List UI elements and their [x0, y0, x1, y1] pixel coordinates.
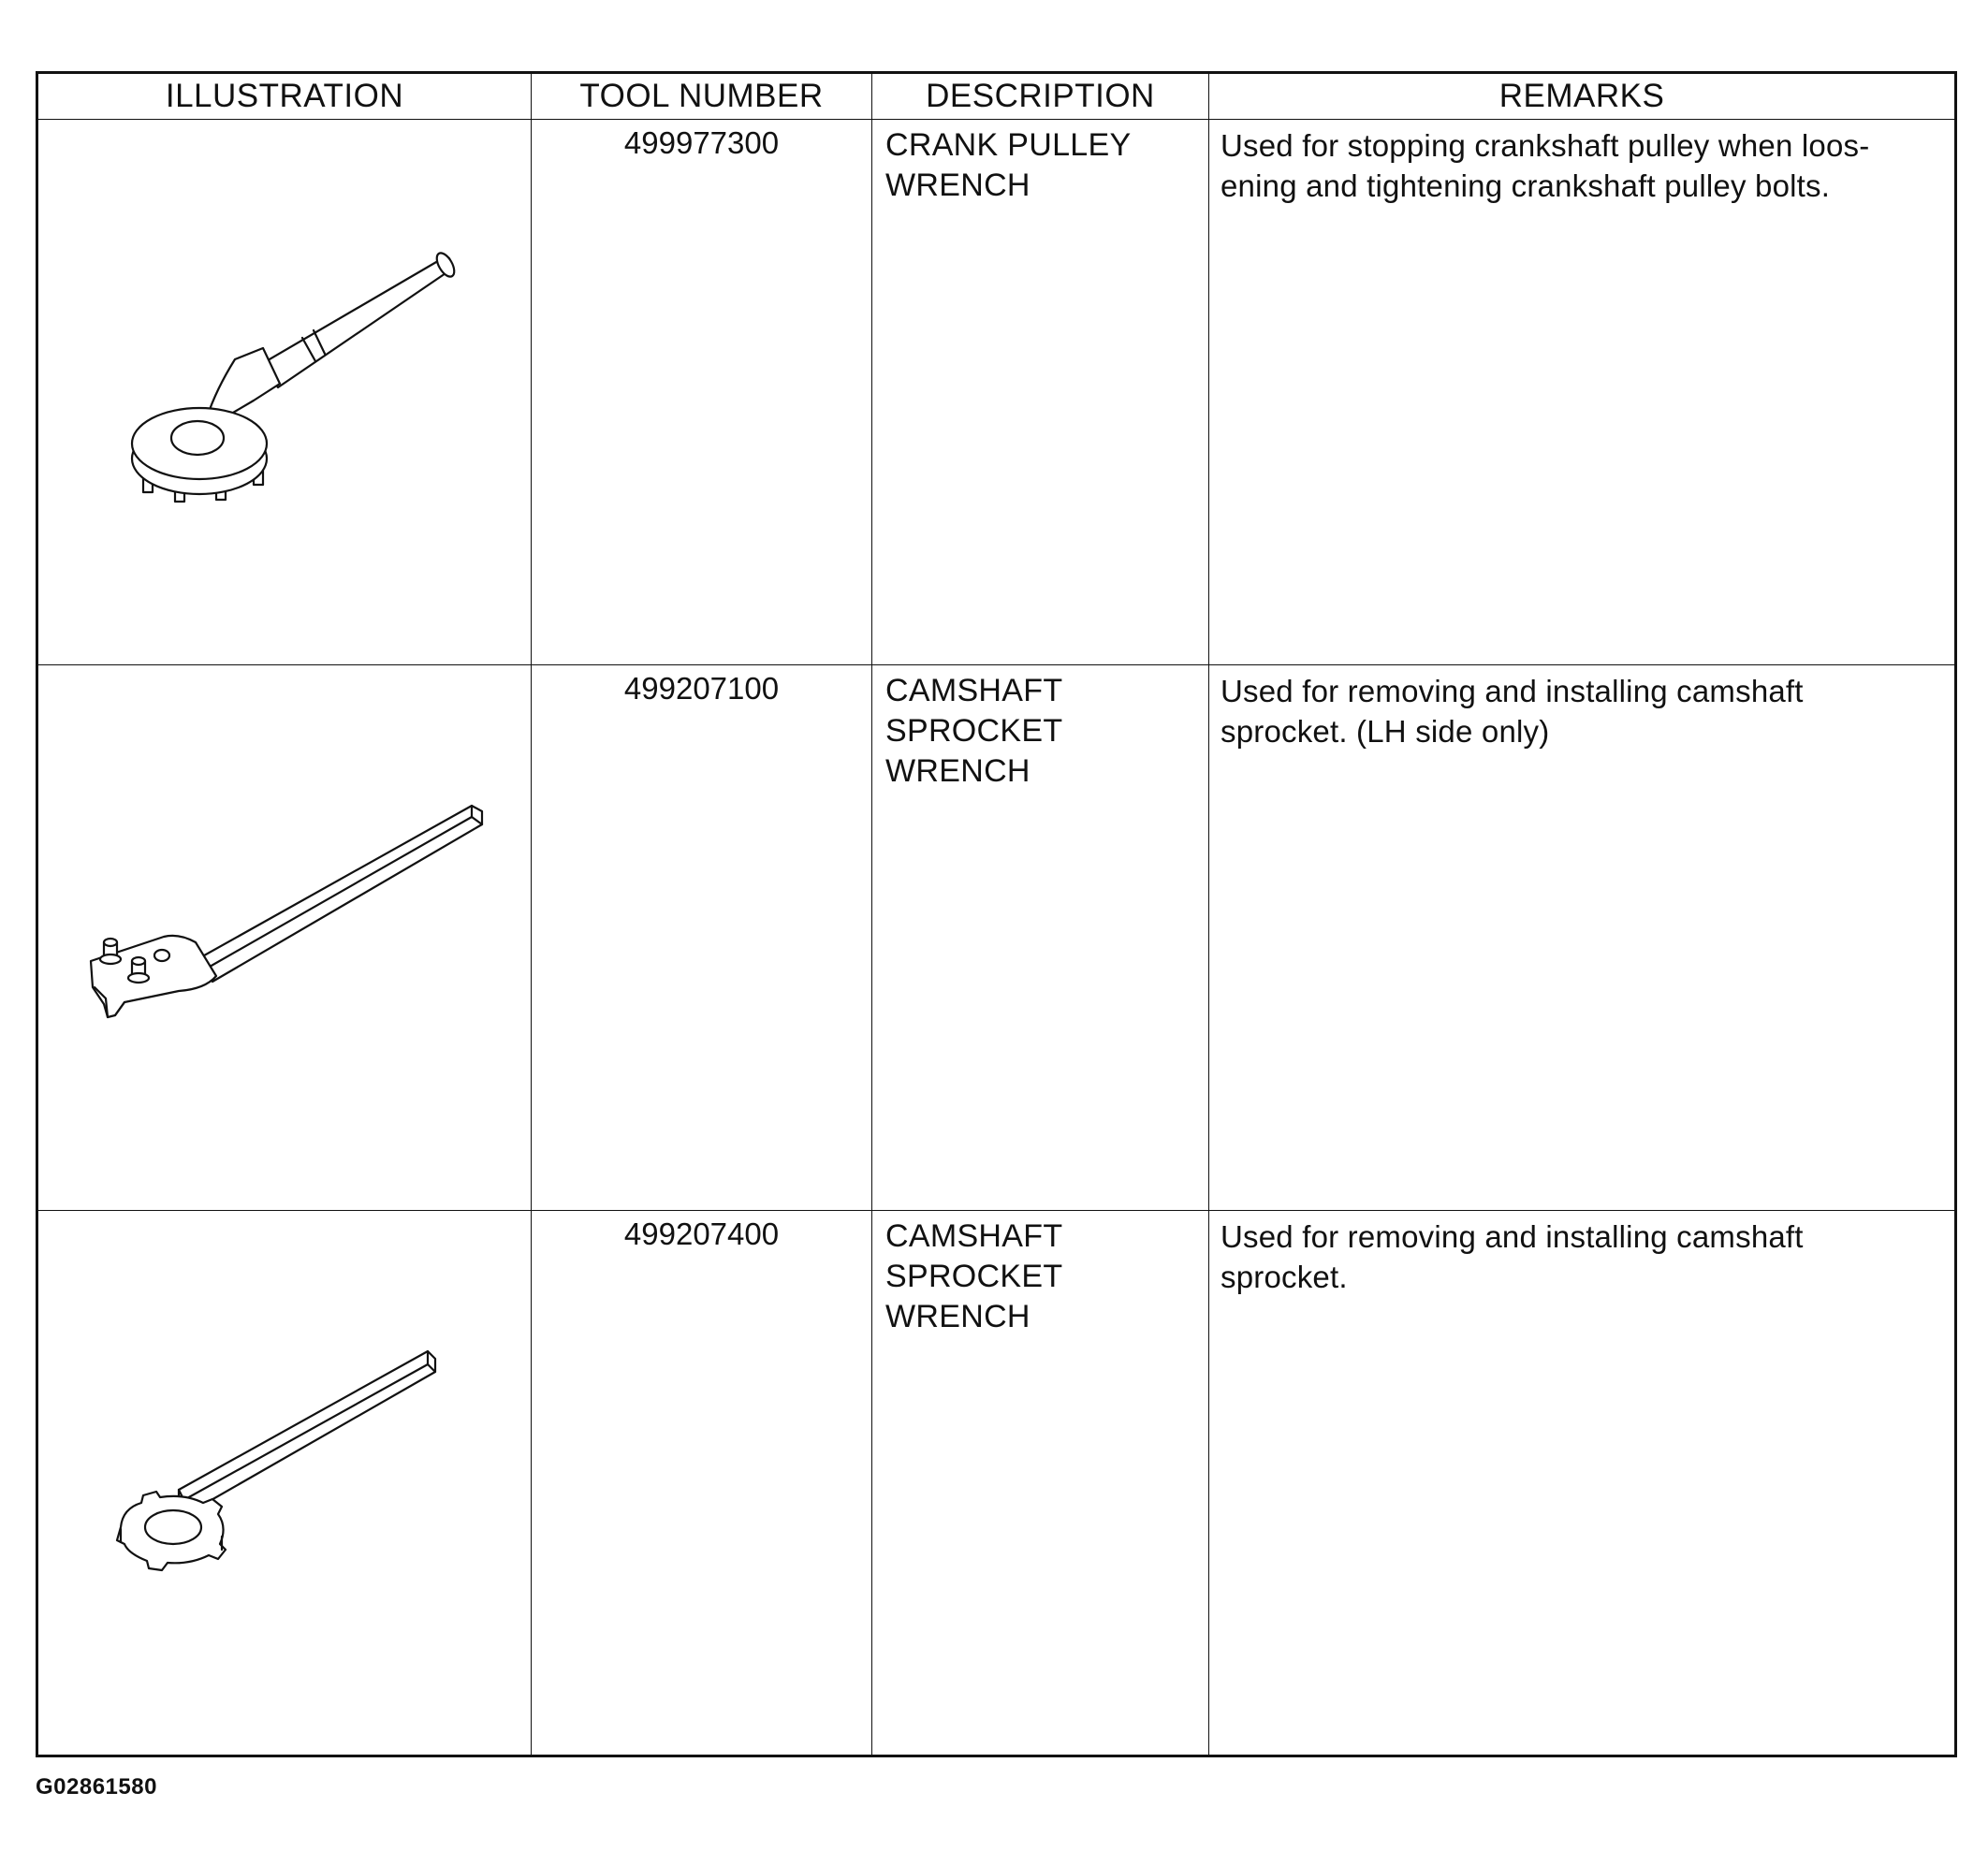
tool-number: 499977300	[532, 120, 872, 665]
table-row	[37, 665, 1956, 1211]
header-description: DESCRIPTION	[872, 73, 1209, 120]
remarks-line: sprocket. (LH side only)	[1221, 714, 1550, 749]
tool-remarks	[1209, 1211, 1956, 1756]
figure-id: G02861580	[36, 1774, 157, 1799]
description-line: WRENCH	[885, 168, 1031, 203]
crank-pulley-wrench-icon	[38, 120, 533, 665]
header-tool-number: TOOL NUMBER	[532, 73, 872, 120]
table-row	[37, 1211, 1956, 1756]
tool-number: 499207400	[532, 1211, 872, 1756]
special-tools-table	[36, 71, 1957, 1757]
tool-remarks	[1209, 120, 1956, 665]
camshaft-sprocket-wrench-lh-icon	[38, 665, 533, 1211]
description-line: WRENCH	[885, 1299, 1031, 1334]
description-line: WRENCH	[885, 753, 1031, 789]
description-line: CAMSHAFT	[885, 673, 1063, 708]
header-remarks: REMARKS	[1209, 73, 1956, 120]
tool-description	[872, 665, 1209, 1211]
description-line: SPROCKET	[885, 713, 1063, 749]
description-line: CRANK PULLEY	[885, 127, 1132, 163]
table-row	[37, 120, 1956, 665]
remarks-line: Used for removing and installing camshaft	[1221, 674, 1804, 708]
header-illustration: ILLUSTRATION	[37, 73, 532, 120]
illustration-cell	[37, 1211, 532, 1756]
illustration-cell	[37, 665, 532, 1211]
remarks-line: sprocket.	[1221, 1260, 1348, 1294]
description-line: SPROCKET	[885, 1259, 1063, 1294]
tool-description	[872, 1211, 1209, 1756]
description-line: CAMSHAFT	[885, 1218, 1063, 1254]
tool-number: 499207100	[532, 665, 872, 1211]
remarks-line: Used for removing and installing camshaft	[1221, 1219, 1804, 1254]
remarks-line: Used for stopping crankshaft pulley when loos-	[1221, 128, 1870, 163]
tool-remarks	[1209, 665, 1956, 1211]
tool-description	[872, 120, 1209, 665]
camshaft-sprocket-wrench-icon	[38, 1211, 533, 1756]
illustration-cell	[37, 120, 532, 665]
remarks-line: ening and tightening crankshaft pulley bolts.	[1221, 168, 1831, 203]
table-header-row	[37, 73, 1956, 120]
